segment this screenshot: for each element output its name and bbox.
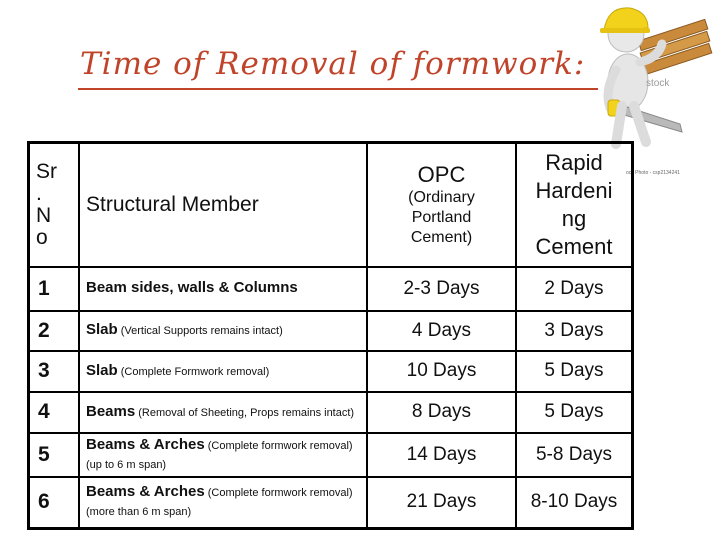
header-sr-line2: . [36,181,42,205]
header-sr-no [29,143,80,267]
table-row [29,311,633,351]
row-rapid: 3 Days [516,311,633,351]
formwork-table-container [27,141,634,530]
planks [638,19,712,74]
formwork-table [27,141,634,530]
table-row [29,267,633,311]
row-sr: 1 [29,267,80,311]
header-rapid-line4: Cement [535,233,613,259]
row-sr: 3 [29,351,80,392]
header-opc-sub3: Cement) [410,228,473,246]
header-rapid-line3: ng [561,205,587,231]
watermark-text: stock [646,78,670,89]
table-row [29,351,633,392]
title-underline [78,88,598,90]
row-sr: 6 [29,477,80,529]
row-opc: 21 Days [367,477,516,529]
table-header-row [29,143,633,267]
row-rapid: 5-8 Days [516,433,633,477]
row-rapid: 5 Days [516,392,633,433]
header-rapid-hardening [516,143,633,267]
header-opc-main: OPC [417,161,466,187]
header-sr-line3: N [36,203,52,227]
member-note: (Vertical Supports remains intact) [117,325,283,337]
member-main: Beams [86,402,136,420]
row-rapid: 8-10 Days [516,477,633,529]
member-main: Beam sides, walls & Columns [86,279,298,296]
image-credit: ock Photo - csp2134241 [626,170,680,176]
row-member [79,351,367,392]
slide-title: Time of Removal of formwork: [80,46,586,82]
row-opc: 14 Days [367,433,516,477]
header-opc [367,143,516,267]
member-note: (Complete Formwork removal) [117,365,270,378]
row-member [79,267,367,311]
header-opc-sub2: Portland [411,208,472,226]
header-structural-member: Structural Member [79,143,367,267]
row-opc: 8 Days [367,392,516,433]
member-note: (Complete formwork removal) (up to 6 m span) [86,439,353,471]
row-opc: 2-3 Days [367,267,516,311]
member-note: (Complete formwork removal) (more than 6 m span) [86,487,353,519]
member-main: Beams & Arches [86,435,205,453]
member-main: Beams & Arches [86,483,205,501]
row-rapid: 5 Days [516,351,633,392]
construction-worker-icon [588,0,720,150]
row-member [79,311,367,351]
member-note: (Removal of Sheeting, Props remains intact) [135,406,355,419]
row-member [79,433,367,477]
row-sr: 5 [29,433,80,477]
row-sr: 2 [29,311,80,351]
header-opc-sub1: (Ordinary [408,188,475,206]
row-member [79,392,367,433]
row-rapid: 2 Days [516,267,633,311]
header-sr-line1: Sr [36,159,57,183]
row-sr: 4 [29,392,80,433]
table-row [29,392,633,433]
table-row [29,477,633,529]
row-member [79,477,367,529]
header-rapid-line2: Hardeni [535,177,613,203]
row-opc: 4 Days [367,311,516,351]
table-row [29,433,633,477]
header-rapid-line1: Rapid [545,149,603,175]
row-opc: 10 Days [367,351,516,392]
member-main: Slab [86,361,118,379]
header-sr-line4: o [36,225,48,249]
member-main: Slab [86,321,118,338]
